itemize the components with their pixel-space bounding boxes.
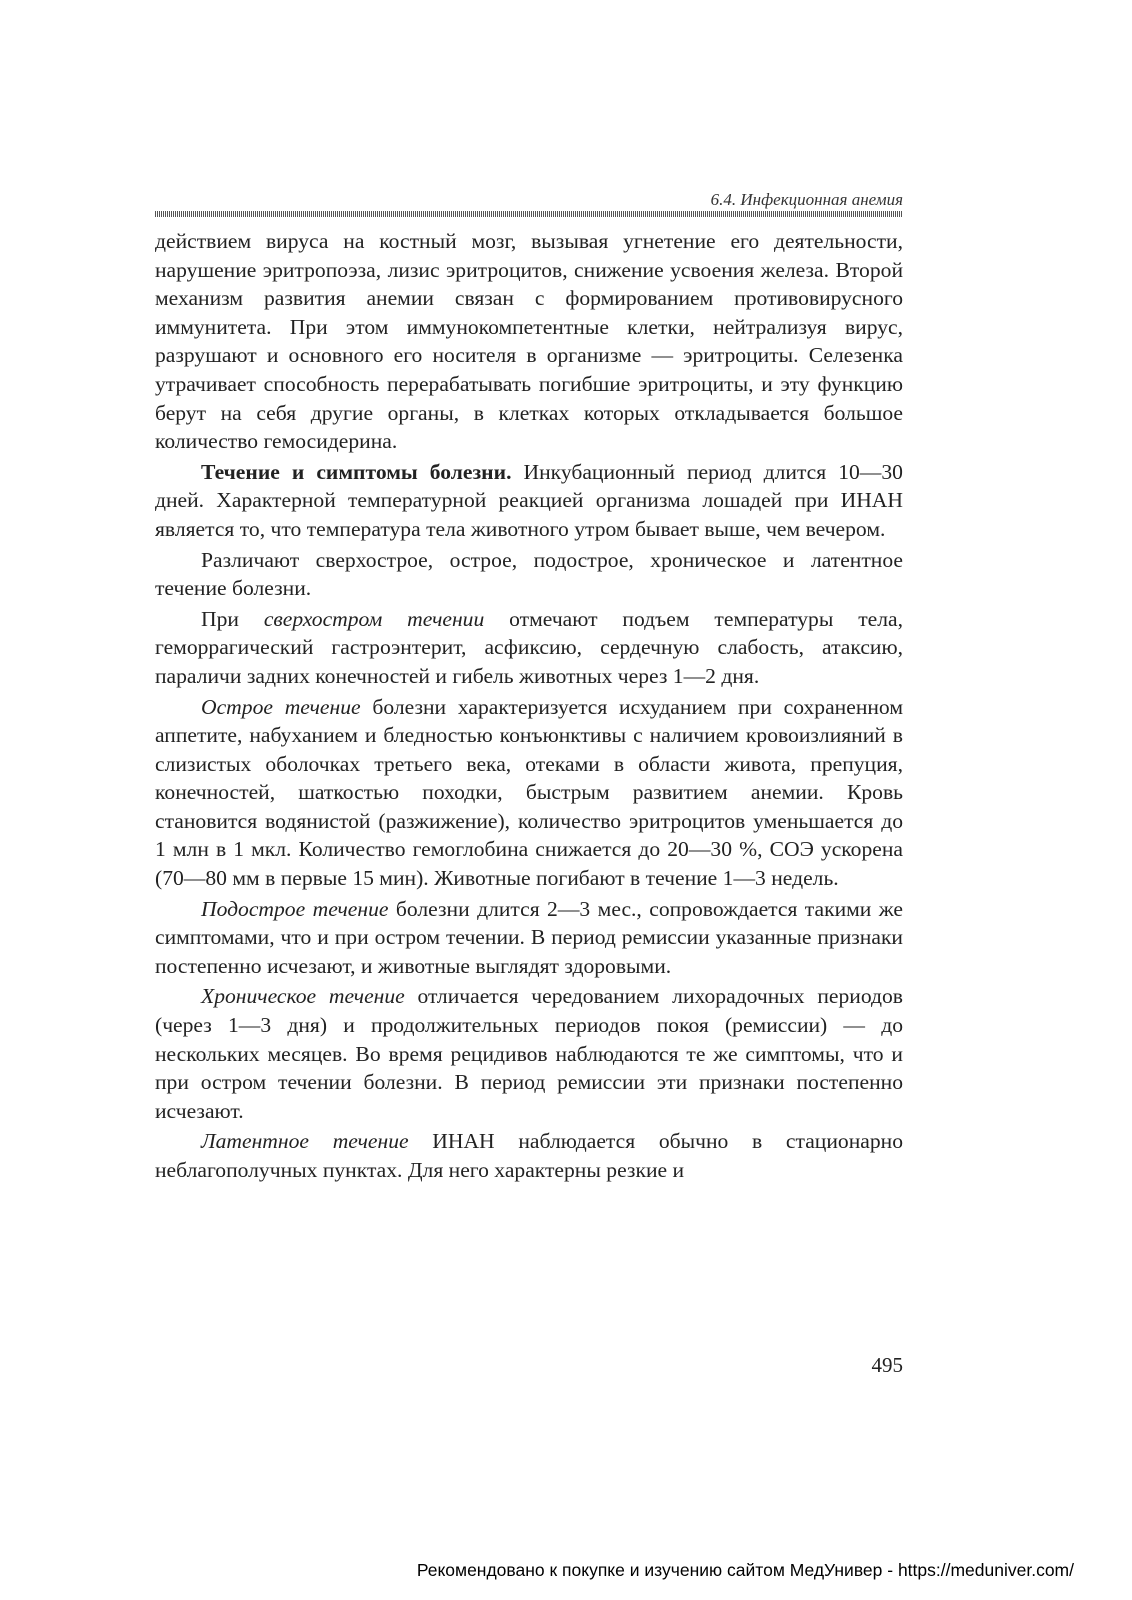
paragraph-4-lead: При	[201, 606, 264, 631]
paragraph-4-text: отмечают подъем температуры тела, геморрагический гастроэнтерит, асфиксию, сердечную слабость, атаксию, параличи задних конечностей и гибель животных через 1—2 дня.	[155, 606, 903, 688]
term-chronic: Хроническое течение	[201, 984, 405, 1009]
term-acute: Острое течение	[201, 694, 361, 719]
paragraph-7-text: отличается чередованием лихорадочных периодов (через 1—3 дня) и продолжительных периодов покоя (ремиссии) — до нескольких месяцев. Во время рецидивов наблюдаются те же симптомы, что и при остром течении болезни. В период ремиссии эти признаки постепенно исчезают.	[155, 984, 903, 1123]
page-number: 495	[871, 1353, 903, 1377]
paragraph-6	[155, 895, 903, 981]
term-latent: Латентное течение	[201, 1129, 409, 1154]
section-heading: Течение и симптомы болезни.	[201, 459, 512, 484]
running-head: 6.4. Инфекционная анемия	[710, 190, 903, 209]
paragraph-2-text: Инкубационный период длится 10—30 дней. Характерной температурной реакцией организма лошадей при ИНАН является то, что температура тела животного утром бывает выше, чем вечером.	[155, 459, 903, 541]
paragraph-5-text: болезни характеризуется исхуданием при сохраненном аппетите, набуханием и бледностью конъюнктивы с наличием кровоизлияний в слизистых оболочках третьего века, отеками в области живота, препуция, конечностей, шаткостью походки, быстрым развитием анемии. Кровь становится водянистой (разжижение), количество эритроцитов уменьшается до 1 млн в 1 мкл. Количество гемоглобина снижается до 20—30 %, СОЭ ускорена (70—80 мм в первые 15 мин). Животные погибают в течение 1—3 недель.	[155, 694, 903, 891]
paragraph-5	[155, 693, 903, 893]
term-subacute: Подострое течение	[201, 896, 389, 921]
paragraph-1: действием вируса на костный мозг, вызывая угнетение его деятельности, нарушение эритропоэза, лизис эритроцитов, снижение усвоения железа. Второй механизм развития анемии связан с формированием противовирусного иммунитета. При этом иммунокомпетентные клетки, нейтрализуя вирус, разрушают и основного его носителя в организме — эритроциты. Селезенка утрачивает способность перерабатывать погибшие эритроциты, и эту функцию берут на себя другие органы, в клетках которых откладывается большое количество гемосидерина.	[155, 229, 903, 454]
footer-watermark: Рекомендовано к покупке и изучению сайтом МедУнивер - https://meduniver.com/	[416, 1560, 1074, 1580]
paragraph-3: Различают сверхострое, острое, подострое, хроническое и латентное течение болезни.	[155, 547, 903, 601]
paragraph-8	[155, 1127, 903, 1184]
paragraph-2	[155, 458, 903, 544]
header-rule	[155, 211, 903, 217]
paragraph-8-text: ИНАН наблюдается обычно в стационарно неблагополучных пунктах. Для него характерны резкие и	[155, 1129, 903, 1182]
paragraph-4	[155, 605, 903, 691]
term-superacute: сверхостром течении	[263, 606, 485, 631]
body-text	[155, 227, 903, 1187]
paragraph-6-text: болезни длится 2—3 мес., сопровождается такими же симптомами, что и при остром течении. В период ремиссии указанные признаки постепенно исчезают, и животные выглядят здоровыми.	[155, 896, 903, 978]
paragraph-7	[155, 982, 903, 1125]
